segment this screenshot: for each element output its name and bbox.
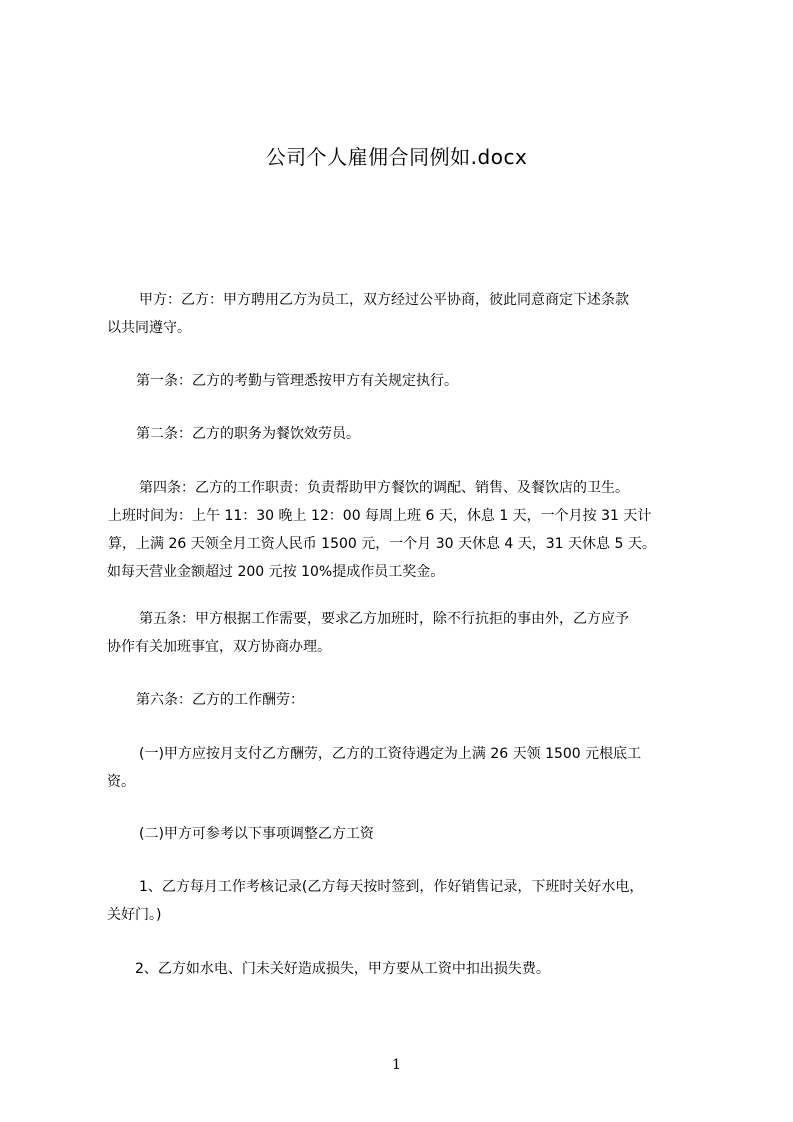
paragraph-line: 关好门。) <box>107 907 162 923</box>
page-number: 1 <box>392 1057 401 1073</box>
paragraph-line: 1、乙方每月工作考核记录(乙方每天按时签到，作好销售记录，下班时关好水电， <box>139 879 644 895</box>
paragraph-article-6 <box>107 686 707 714</box>
paragraph-line: 资。 <box>107 774 135 790</box>
paragraph-line: 以共同遵守。 <box>107 320 191 336</box>
paragraph-line: (二)甲方可参考以下事项调整乙方工资 <box>139 826 374 842</box>
paragraph-line: 协作有关加班事宜，双方协商办理。 <box>107 639 331 655</box>
paragraph-item-1 <box>107 740 707 796</box>
paragraph-line: 2、乙方如水电、门未关好造成损失，甲方要从工资中扣出损失费。 <box>135 961 550 977</box>
paragraph-line: (一)甲方应按月支付乙方酬劳，乙方的工资待遇定为上满 26 天领 1500 元根底工 <box>139 746 642 762</box>
paragraph-line: 第一条：乙方的考勤与管理悉按甲方有关规定执行。 <box>136 373 458 389</box>
paragraph-line: 上班时间为：上午 11：30 晚上 12：00 每周上班 6 天，休息 1 天，一个月按 31 天计 <box>108 508 652 524</box>
paragraph-line: 第六条：乙方的工作酬劳： <box>136 692 304 708</box>
paragraph-article-2 <box>107 420 707 448</box>
paragraph-line: 第四条：乙方的工作职责：负责帮助甲方餐饮的调配、销售、及餐饮店的卫生。 <box>139 480 629 496</box>
paragraph-line: 第五条：甲方根据工作需要，要求乙方加班时，除不行抗拒的事由外，乙方应予 <box>139 611 629 627</box>
paragraph-item-2 <box>107 820 707 848</box>
paragraph-article-1 <box>107 367 707 395</box>
paragraph-line: 如每天营业金额超过 200 元按 10%提成作员工奖金。 <box>107 564 445 580</box>
document-title: 公司个人雇佣合同例如.docx <box>265 145 528 169</box>
paragraph-parties <box>107 286 707 342</box>
paragraph-line: 甲方：乙方：甲方聘用乙方为员工，双方经过公平协商，彼此同意商定下述条款 <box>139 292 629 308</box>
paragraph-article-4 <box>107 474 707 586</box>
paragraph-article-5 <box>107 605 707 661</box>
paragraph-line: 算，上满 26 天领全月工资人民币 1500 元，一个月 30 天休息 4 天，31 天休息 5 天。 <box>108 536 656 552</box>
paragraph-subitem-1 <box>107 873 707 929</box>
paragraph-subitem-2 <box>107 955 707 983</box>
paragraph-line: 第二条：乙方的职务为餐饮效劳员。 <box>136 426 360 442</box>
